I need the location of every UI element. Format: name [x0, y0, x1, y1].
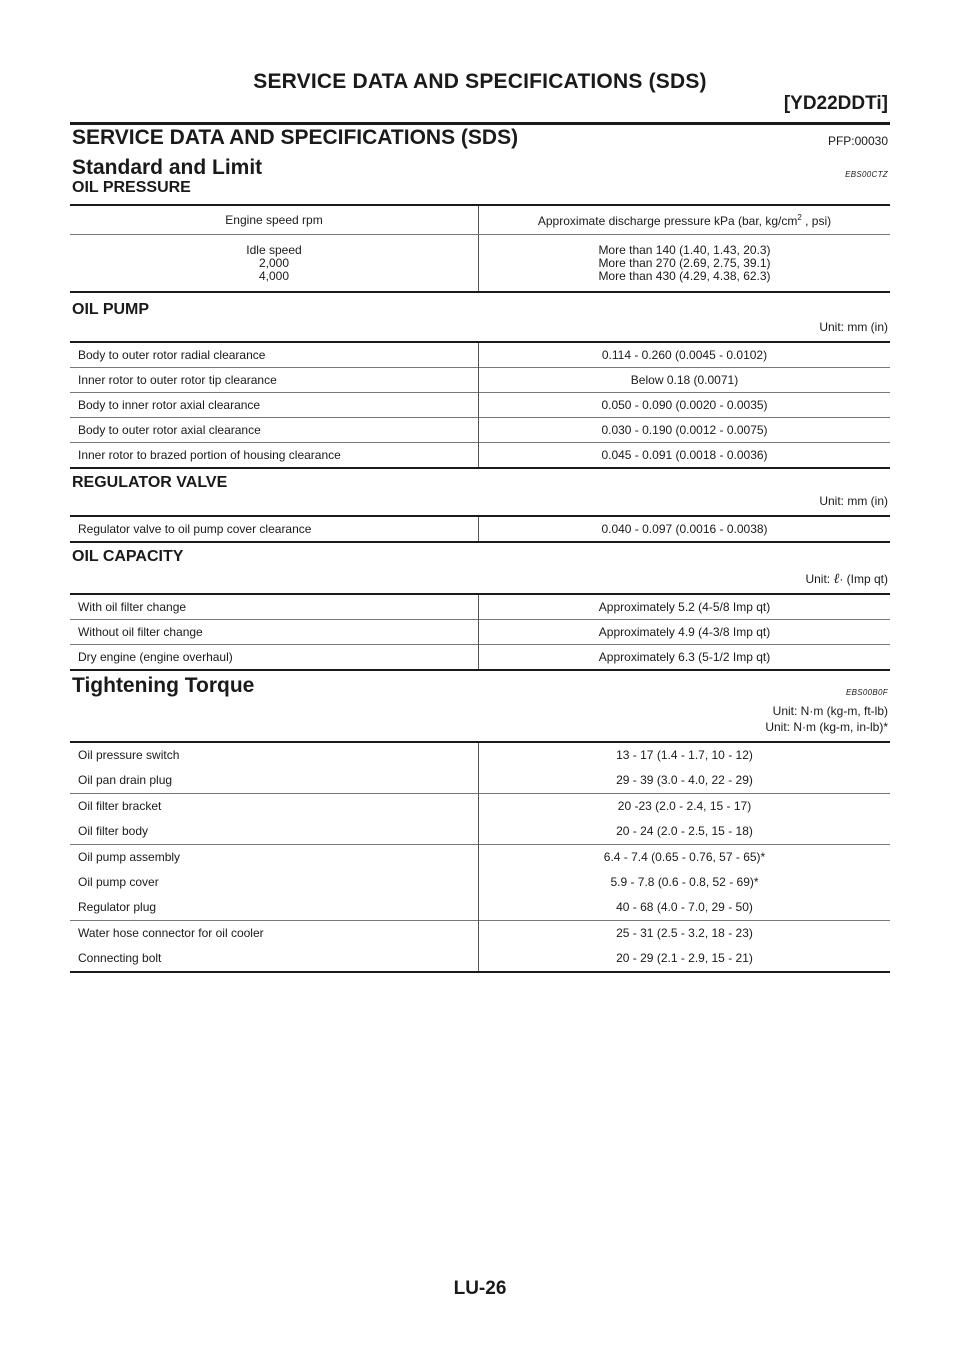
- item-cell: Regulator valve to oil pump cover clearance: [70, 516, 479, 542]
- table-row: [70, 235, 890, 293]
- subsection-title: Standard and Limit: [72, 156, 263, 179]
- item-line: Oil pressure switch: [78, 748, 180, 762]
- table-header-row: [70, 205, 890, 235]
- value-cell: [479, 742, 891, 794]
- item-cell: Inner rotor to outer rotor tip clearance: [70, 368, 479, 393]
- pressure-value: More than 270 (2.69, 2.75, 39.1): [598, 255, 771, 270]
- tightening-torque-code: EBS00B0F: [846, 688, 888, 697]
- item-line: Oil filter body: [78, 824, 149, 838]
- item-line: Connecting bolt: [78, 951, 162, 965]
- table-row: [70, 594, 890, 620]
- table-row: [70, 645, 890, 671]
- value-line: 29 - 39 (3.0 - 4.0, 22 - 29): [616, 773, 753, 787]
- table-row-group: [70, 845, 890, 921]
- oil-pump-heading: OIL PUMP: [72, 301, 150, 318]
- value-cell: 0.030 - 0.190 (0.0012 - 0.0075): [479, 418, 891, 443]
- oil-pump-table: [70, 341, 890, 469]
- subsection-code: EBS00CTZ: [845, 170, 888, 179]
- item-cell: Body to inner rotor axial clearance: [70, 393, 479, 418]
- value-cell: [479, 845, 891, 921]
- value-cell: [479, 921, 891, 973]
- regulator-valve-unit: Unit: mm (in): [819, 494, 888, 508]
- pressure-header-end: , psi): [801, 213, 832, 228]
- page-number: LU-26: [453, 1278, 507, 1299]
- table-row-group: [70, 921, 890, 973]
- value-line: 25 - 31 (2.5 - 3.2, 18 - 23): [616, 926, 753, 940]
- item-cell: [70, 845, 479, 921]
- speed-value: 4,000: [258, 268, 290, 283]
- table-row: [70, 418, 890, 443]
- value-cell: Below 0.18 (0.0071): [479, 368, 891, 393]
- unit-line: Unit: N·m (kg-m, ft-lb): [772, 704, 888, 718]
- value-cell: 0.045 - 0.091 (0.0018 - 0.0036): [479, 443, 891, 469]
- item-cell: Body to outer rotor axial clearance: [70, 418, 479, 443]
- item-cell: [70, 921, 479, 973]
- table-row: [70, 342, 890, 368]
- item-cell: Inner rotor to brazed portion of housing clearance: [70, 443, 479, 469]
- table-row: [70, 393, 890, 418]
- unit-line: Unit: N·m (kg-m, in-lb)*: [765, 720, 888, 734]
- oil-capacity-table: [70, 593, 890, 671]
- value-line: 20 -23 (2.0 - 2.4, 15 - 17): [617, 799, 752, 813]
- regulator-valve-table: [70, 515, 890, 543]
- col-header-pressure: [479, 205, 891, 235]
- table-row: [70, 368, 890, 393]
- item-cell: [70, 794, 479, 845]
- oil-pressure-table: [70, 204, 890, 293]
- tightening-torque-table: [70, 741, 890, 973]
- page-header-title: SERVICE DATA AND SPECIFICATIONS (SDS): [253, 70, 707, 93]
- pressure-cell: [479, 235, 891, 293]
- liter-symbol: ℓ: [833, 571, 840, 587]
- tightening-torque-unit: [765, 703, 888, 735]
- pressure-value: More than 430 (4.29, 4.38, 62.3): [598, 268, 771, 283]
- item-line: Water hose connector for oil cooler: [78, 926, 264, 940]
- value-line: 13 - 17 (1.4 - 1.7, 10 - 12): [616, 748, 753, 762]
- value-line: 6.4 - 7.4 (0.65 - 0.76, 57 - 65)*: [603, 850, 766, 864]
- section-title: SERVICE DATA AND SPECIFICATIONS (SDS): [72, 126, 519, 149]
- table-row-group: [70, 742, 890, 794]
- table-row: [70, 516, 890, 542]
- value-cell: 0.050 - 0.090 (0.0020 - 0.0035): [479, 393, 891, 418]
- value-line: 40 - 68 (4.0 - 7.0, 29 - 50): [616, 900, 753, 914]
- item-cell: Without oil filter change: [70, 620, 479, 645]
- value-cell: [479, 794, 891, 845]
- regulator-valve-heading: REGULATOR VALVE: [72, 474, 228, 491]
- item-line: Oil pump assembly: [78, 850, 181, 864]
- header-rule: [70, 122, 890, 125]
- table-row-group: [70, 794, 890, 845]
- unit-prefix: Unit:: [805, 572, 831, 586]
- pressure-value: More than 140 (1.40, 1.43, 20.3): [598, 242, 771, 257]
- col-header-engine-speed: Engine speed rpm: [70, 205, 479, 235]
- speed-value: Idle speed: [246, 242, 302, 257]
- tightening-torque-heading: Tightening Torque: [72, 674, 255, 697]
- item-cell: Dry engine (engine overhaul): [70, 645, 479, 671]
- table-row: [70, 620, 890, 645]
- item-cell: [70, 742, 479, 794]
- value-line: 5.9 - 7.8 (0.6 - 0.8, 52 - 69)*: [610, 875, 759, 889]
- value-line: 20 - 24 (2.0 - 2.5, 15 - 18): [616, 824, 753, 838]
- value-cell: Approximately 5.2 (4-5/8 Imp qt): [598, 600, 771, 614]
- unit-suffix: · (Imp qt): [839, 572, 888, 586]
- item-line: Regulator plug: [78, 900, 157, 914]
- oil-pump-unit: Unit: mm (in): [819, 320, 888, 334]
- item-line: Oil pump cover: [78, 875, 159, 889]
- table-row: [70, 443, 890, 469]
- model-tag: [YD22DDTi]: [783, 93, 888, 114]
- item-line: Oil pan drain plug: [78, 773, 173, 787]
- oil-capacity-unit: [805, 571, 888, 588]
- oil-capacity-heading: OIL CAPACITY: [72, 548, 184, 565]
- oil-pressure-heading: OIL PRESSURE: [72, 179, 191, 196]
- value-cell: 0.114 - 0.260 (0.0045 - 0.0102): [601, 348, 768, 362]
- item-cell: Body to outer rotor radial clearance: [70, 342, 479, 368]
- value-cell: Approximately 4.9 (4-3/8 Imp qt): [479, 620, 891, 645]
- pressure-header-sup: 2: [797, 212, 802, 222]
- speed-value: 2,000: [258, 255, 290, 270]
- item-line: Oil filter bracket: [78, 799, 162, 813]
- item-cell: With oil filter change: [70, 594, 479, 620]
- value-cell: 0.040 - 0.097 (0.0016 - 0.0038): [601, 522, 768, 536]
- pressure-header-text: Approximate discharge pressure kPa (bar, kg/cm: [537, 213, 798, 228]
- speed-cell: [70, 235, 479, 293]
- value-line: 20 - 29 (2.1 - 2.9, 15 - 21): [616, 951, 753, 965]
- pfp-code: PFP:00030: [827, 134, 888, 148]
- value-cell: Approximately 6.3 (5-1/2 Imp qt): [479, 645, 891, 671]
